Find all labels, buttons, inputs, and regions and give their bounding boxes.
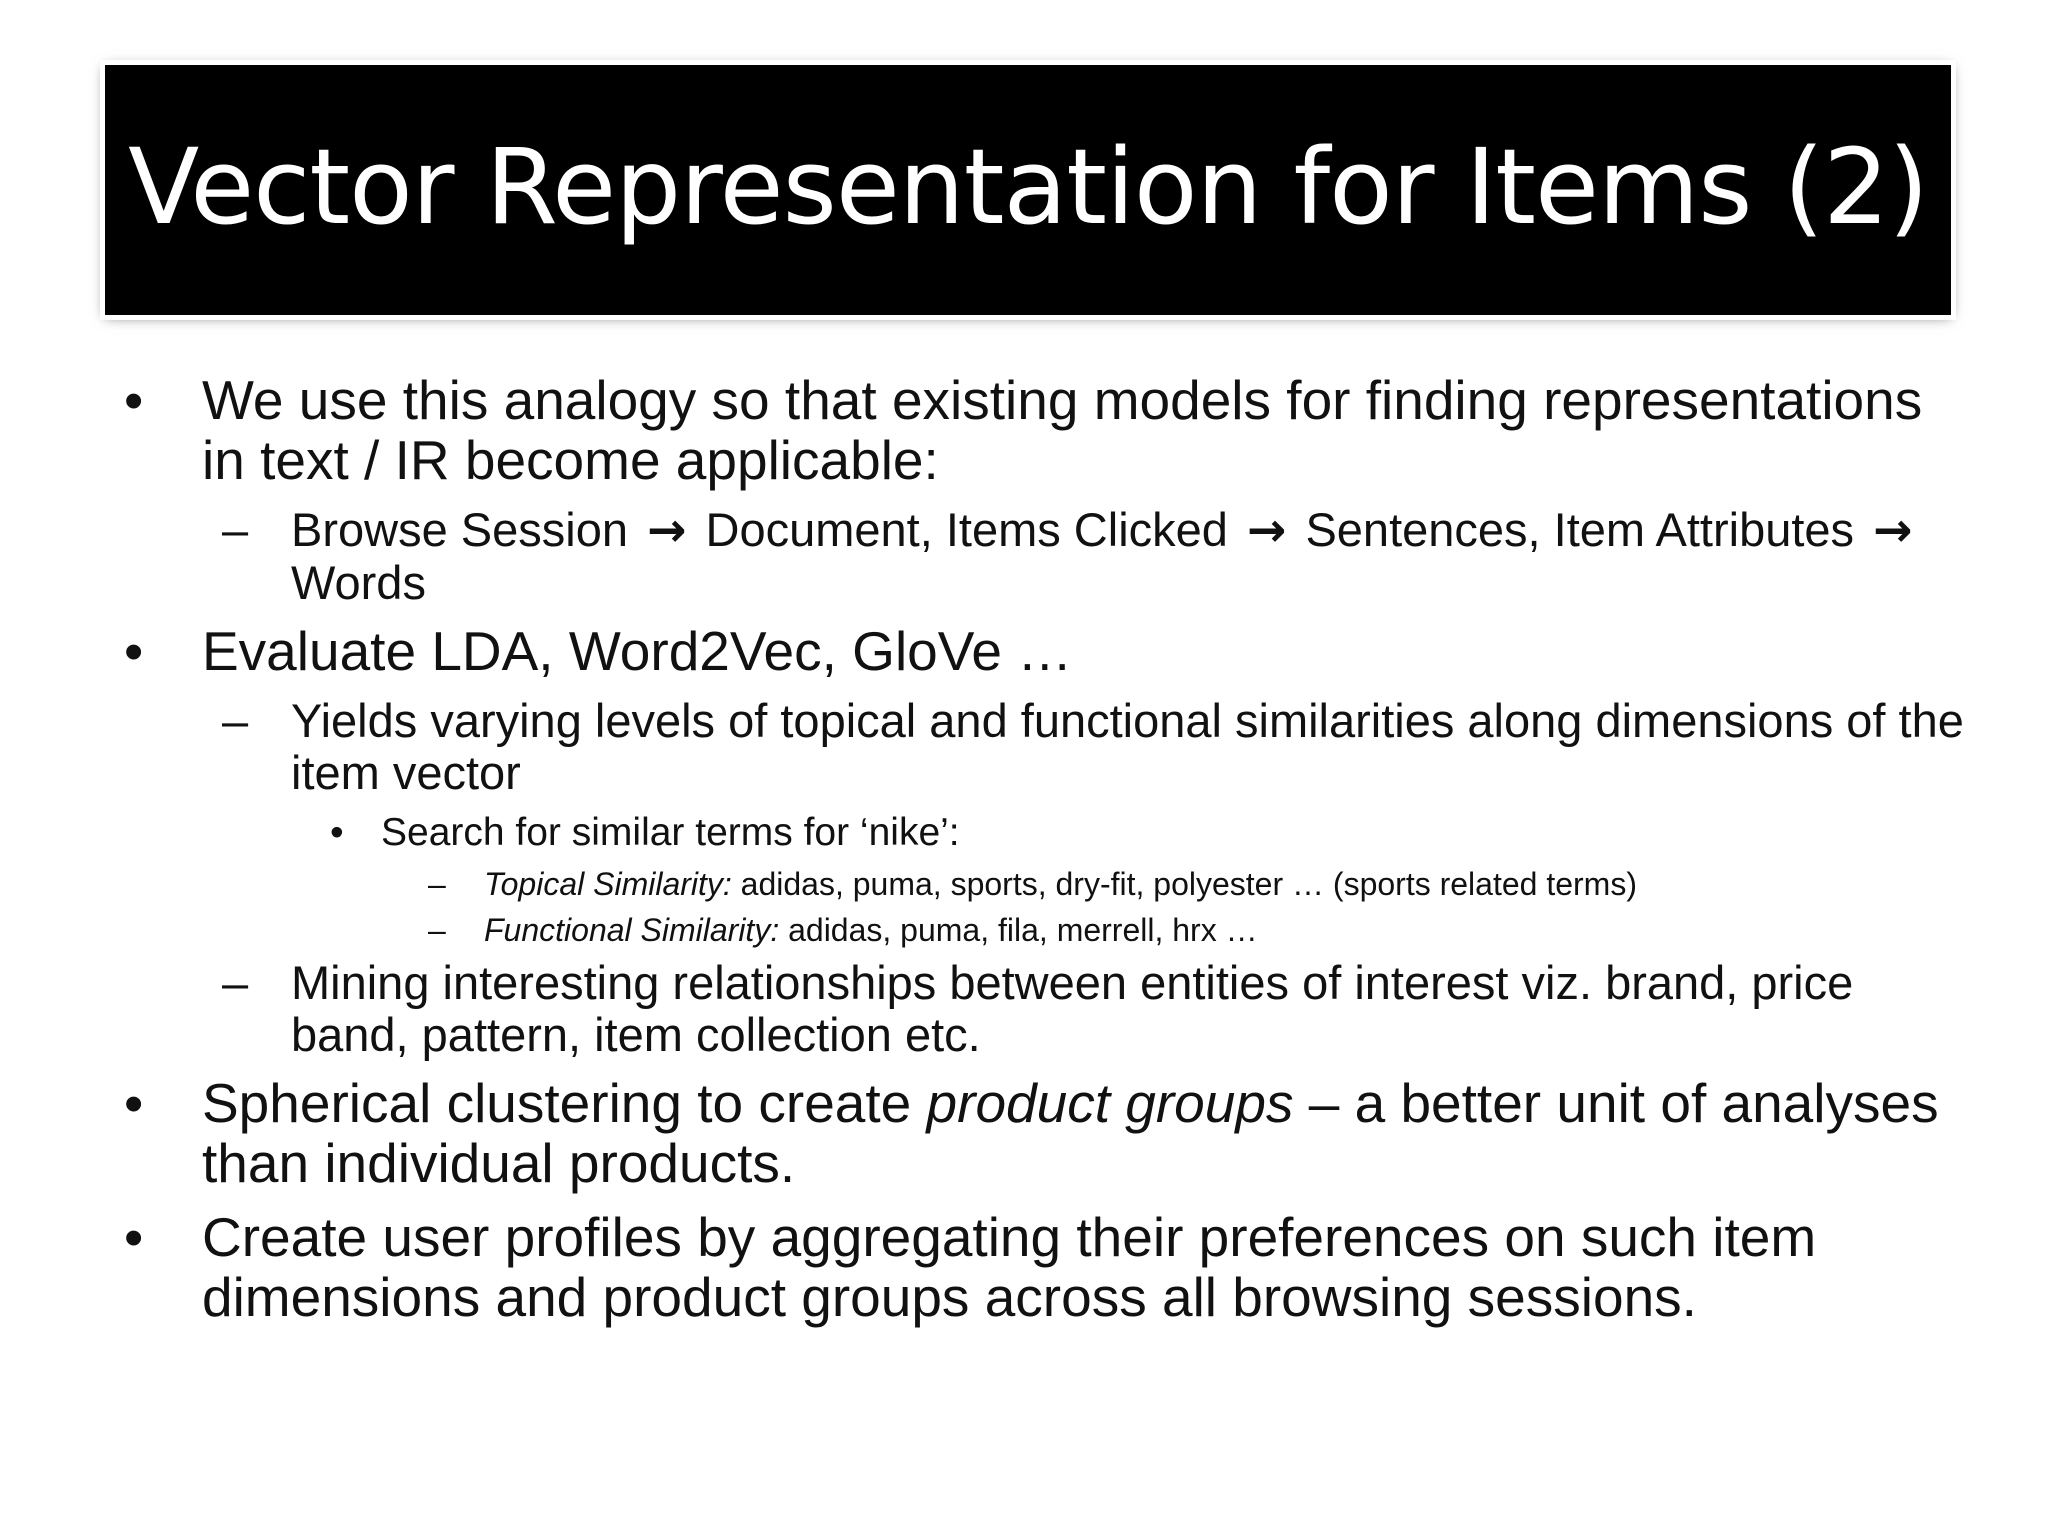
sub-bullet-text-part: Sentences, Item Attributes (1305, 503, 1855, 556)
dash-marker: – (222, 694, 249, 747)
sub-sub-bullet-text: Search for similar terms for ‘nike’: (381, 811, 960, 854)
sub-bullet-item (0, 957, 2048, 1061)
dash-marker: – (222, 503, 249, 556)
bullet-marker: • (124, 369, 144, 431)
sub-bullet-item (0, 504, 2048, 609)
sub-bullet-text-part: Document, Items Clicked (705, 503, 1228, 556)
bullet-text-emphasis: product groups (926, 1072, 1294, 1134)
bullet-text: Evaluate LDA, Word2Vec, GloVe … (202, 620, 1073, 682)
bullet-marker: • (124, 620, 144, 682)
topical-similarity-text: adidas, puma, sports, dry-fit, polyester … (sports related terms) (731, 866, 1637, 902)
bullet-item (0, 1073, 2048, 1193)
bullet-marker: • (124, 1206, 144, 1268)
sub-sub-bullet-item (0, 811, 2048, 855)
bullet-item (0, 370, 2048, 490)
dash-marker: – (428, 912, 446, 948)
slide-title: Vector Representation for Items (2) (128, 126, 1928, 248)
bullet-text-part: Spherical clustering to create (202, 1072, 927, 1134)
dash-marker: – (428, 866, 446, 902)
level4-item (0, 911, 2048, 949)
topical-similarity-label: Topical Similarity: (484, 866, 732, 902)
bullet-text: Create user profiles by aggregating their preferences on such item dimensions and product groups across all browsing sessions. (202, 1206, 1817, 1328)
dash-marker: – (222, 956, 249, 1009)
slide-content (0, 370, 2048, 1341)
sub-bullet-text: Yields varying levels of topical and functional similarities along dimensions of the item vector (291, 694, 1964, 799)
arrow-icon: → (647, 503, 687, 558)
bullet-text-part: – a better unit of analyses than individual products. (202, 1072, 1939, 1194)
title-bar (105, 65, 1951, 315)
bullet-text: We use this analogy so that existing models for finding representations in text / IR become applicable: (202, 369, 1923, 491)
sub-bullet-text-part: Words (291, 556, 426, 609)
arrow-icon: → (1873, 503, 1913, 558)
level4-item (0, 865, 2048, 903)
bullet-item (0, 1207, 2048, 1327)
arrow-icon: → (1246, 503, 1287, 558)
bullet-item (0, 621, 2048, 681)
sub-bullet-item (0, 695, 2048, 799)
sub-bullet-text-part: Browse Session (291, 503, 628, 556)
sub-bullet-text: Mining interesting relationships between entities of interest viz. brand, price band, pattern, item collection etc. (291, 956, 1854, 1061)
bullet-marker: • (124, 1072, 144, 1134)
bullet-marker: • (330, 811, 344, 854)
functional-similarity-text: adidas, puma, fila, merrell, hrx … (779, 912, 1258, 948)
functional-similarity-label: Functional Similarity: (484, 912, 780, 948)
